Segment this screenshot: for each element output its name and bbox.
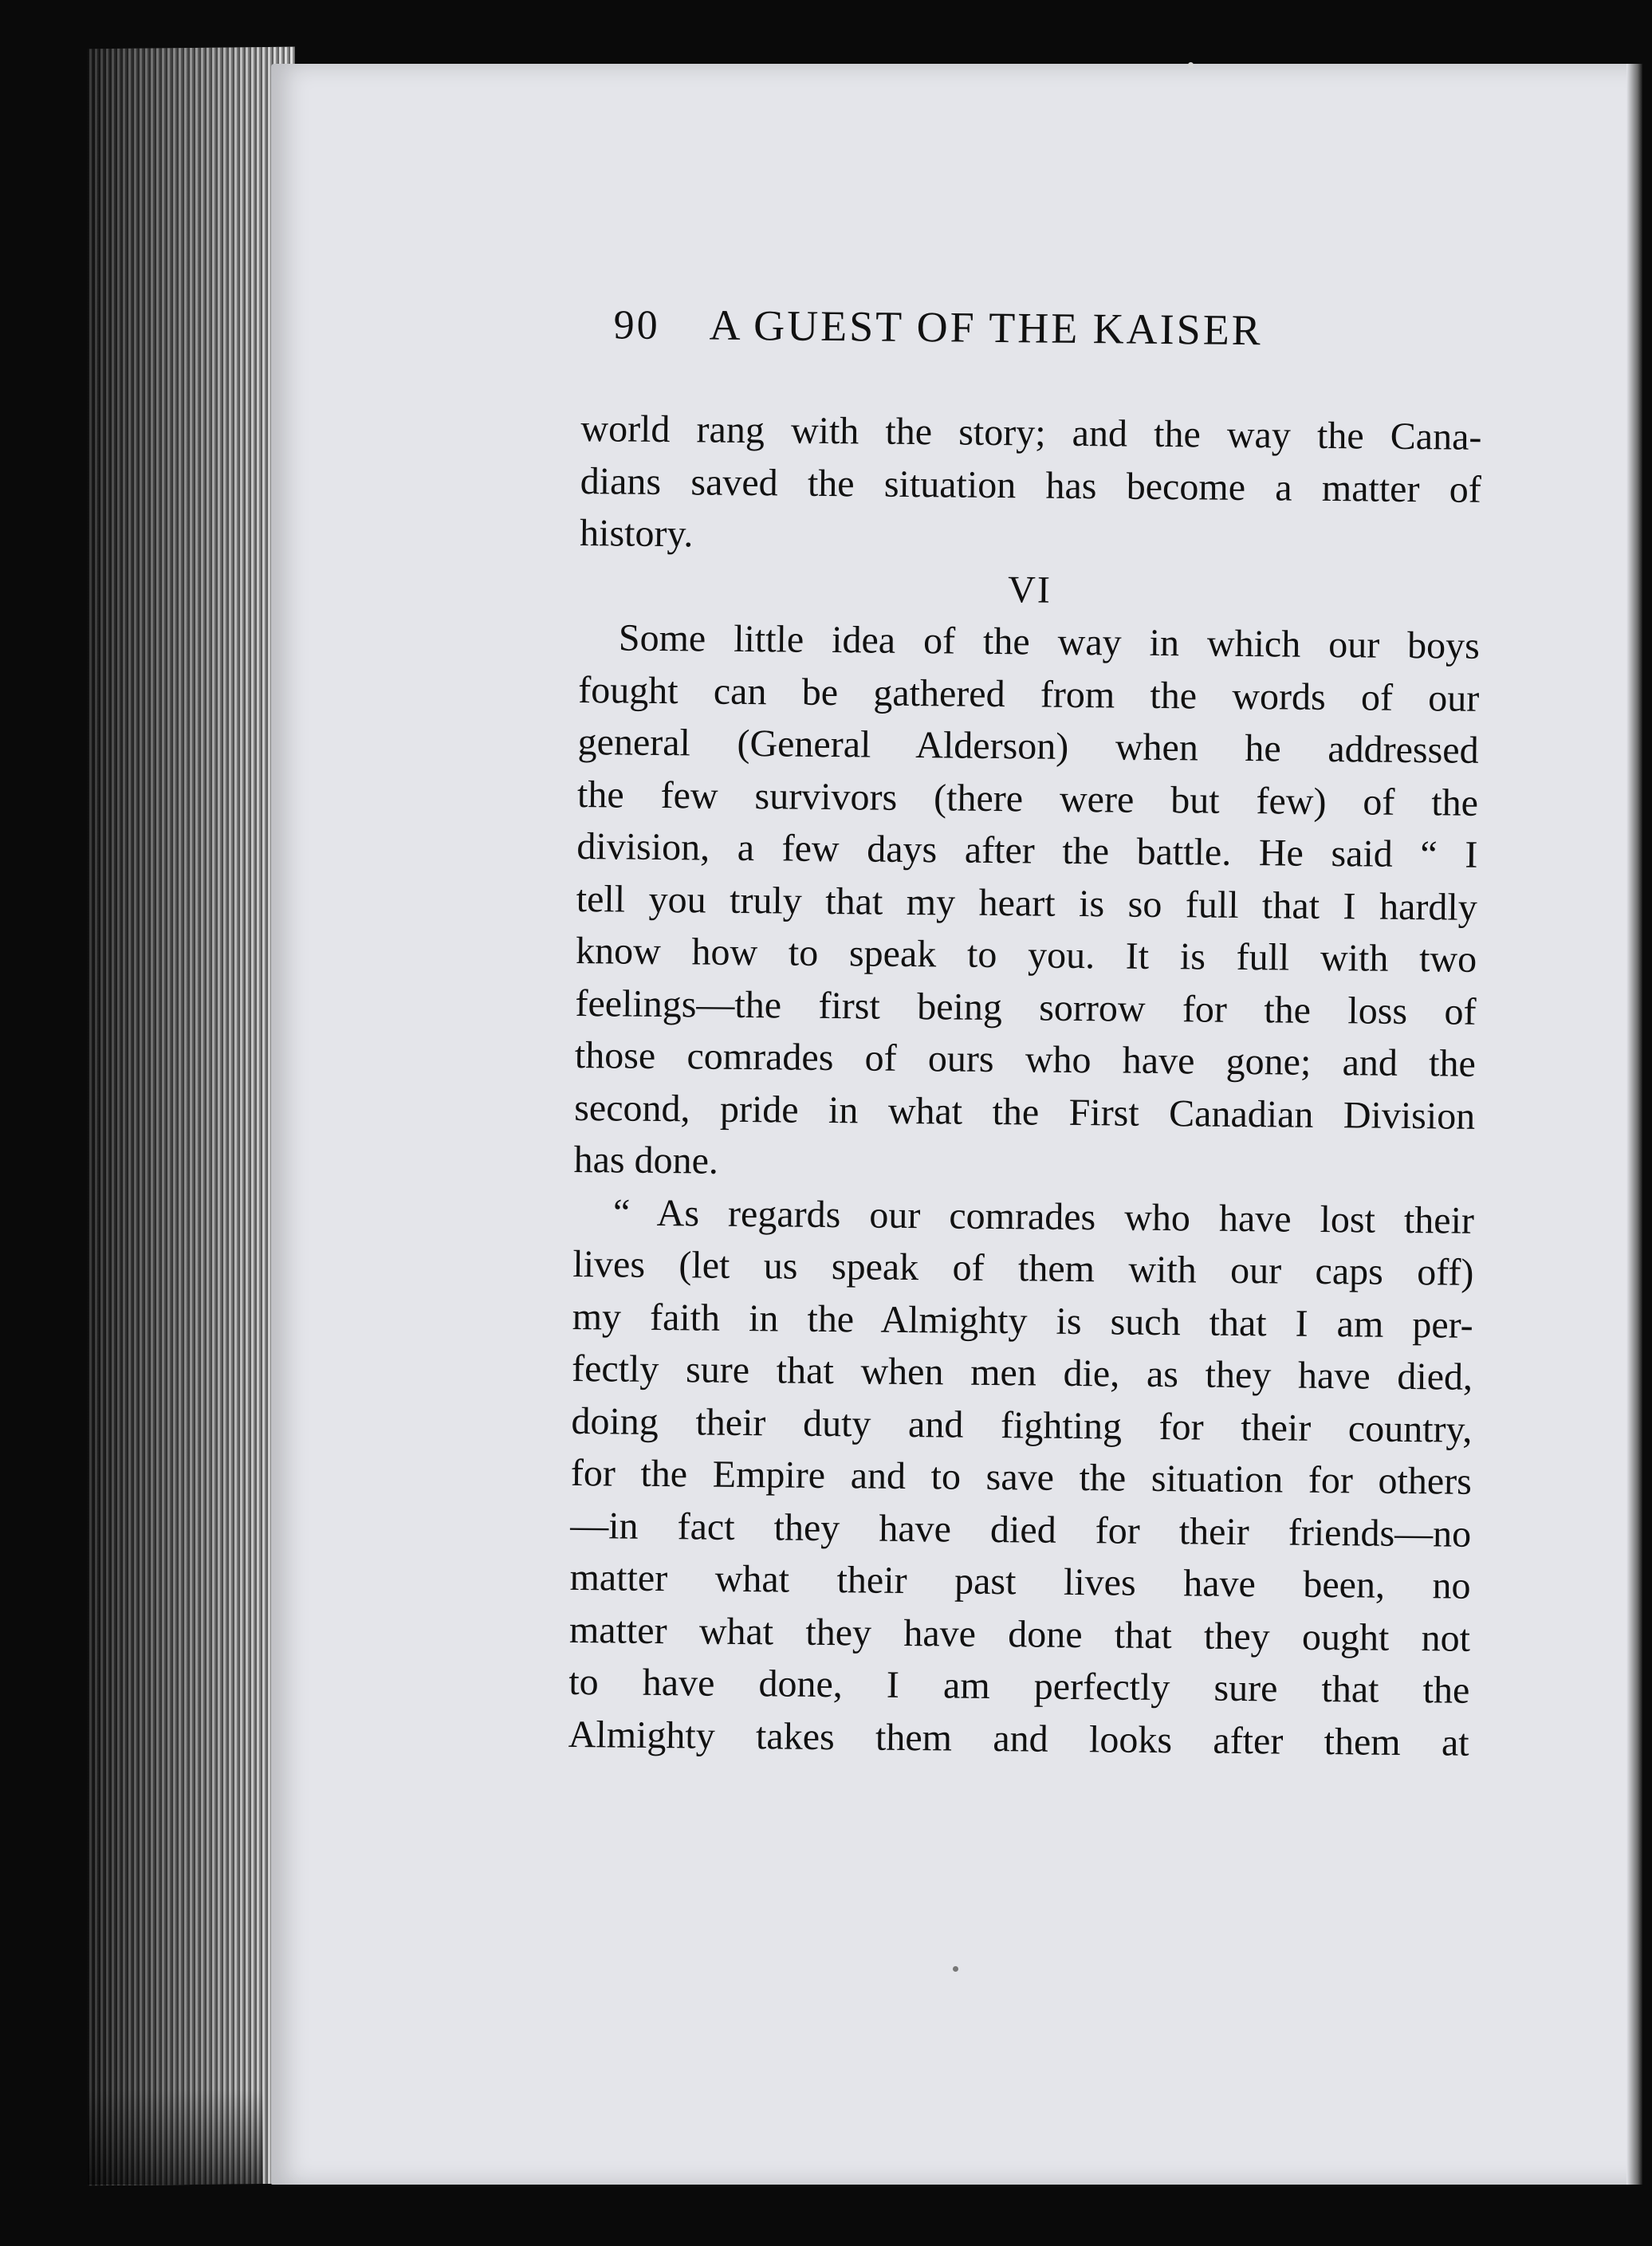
text-line: fectly sure that when men die, as they have died, (571, 1347, 1473, 1398)
text-line: tell you truly that my heart is so full that I hardly (576, 877, 1477, 929)
text-line: to have done, I am perfectly sure that the (568, 1660, 1470, 1712)
text-line: the few survivors (there were but few) of the (576, 773, 1479, 824)
text-line: division, a few days after the battle. He said “ I (576, 824, 1478, 876)
running-header (613, 299, 1511, 380)
dust-speck (953, 1966, 958, 1972)
page-text-block (568, 299, 1511, 1769)
text-line: has done. (573, 1138, 719, 1182)
text-line: feelings—the first being sorrow for the loss of (575, 981, 1477, 1033)
text-line: fought can be gathered from the words of our (578, 668, 1480, 720)
running-title: A GUEST OF THE KAISER (709, 301, 1264, 355)
text-line: second, pride in what the First Canadian Division (574, 1086, 1476, 1138)
text-line: matter what they have done that they ought not (568, 1608, 1471, 1660)
text-line: doing their duty and fighting for their country, (571, 1399, 1473, 1451)
body-text (568, 403, 1509, 1769)
text-line: for the Empire and to save the situation for others (570, 1451, 1473, 1503)
page-number: 90 (613, 302, 660, 348)
text-line: dians saved the situation has become a matter of (580, 459, 1482, 511)
text-line: those comrades of ours who have gone; and the (574, 1033, 1477, 1085)
page-right-edge (1626, 64, 1642, 2185)
section-heading: VI (1007, 568, 1052, 612)
text-line: lives (let us speak of them with our caps off) (572, 1242, 1474, 1294)
dust-speck (1188, 62, 1194, 68)
text-line: know how to speak to you. It is full with two (575, 929, 1477, 981)
text-line: Some little idea of the way in which our boys (618, 616, 1481, 667)
text-line: “ As regards our comrades who have lost their (612, 1190, 1475, 1242)
text-line: general (General Alderson) when he addressed (577, 720, 1479, 772)
book-edge-shadow (88, 2089, 263, 2185)
text-line: my faith in the Almighty is such that I am per- (572, 1295, 1473, 1347)
text-line: history. (579, 511, 694, 556)
text-line: matter what their past lives have been, no (569, 1556, 1471, 1607)
text-line: —in fact they have died for their friends—no (569, 1504, 1472, 1556)
text-line: world rang with the story; and the way the Cana- (580, 407, 1482, 458)
text-line: Almighty takes them and looks after them at (568, 1713, 1469, 1764)
book-page-edges (88, 47, 295, 2186)
